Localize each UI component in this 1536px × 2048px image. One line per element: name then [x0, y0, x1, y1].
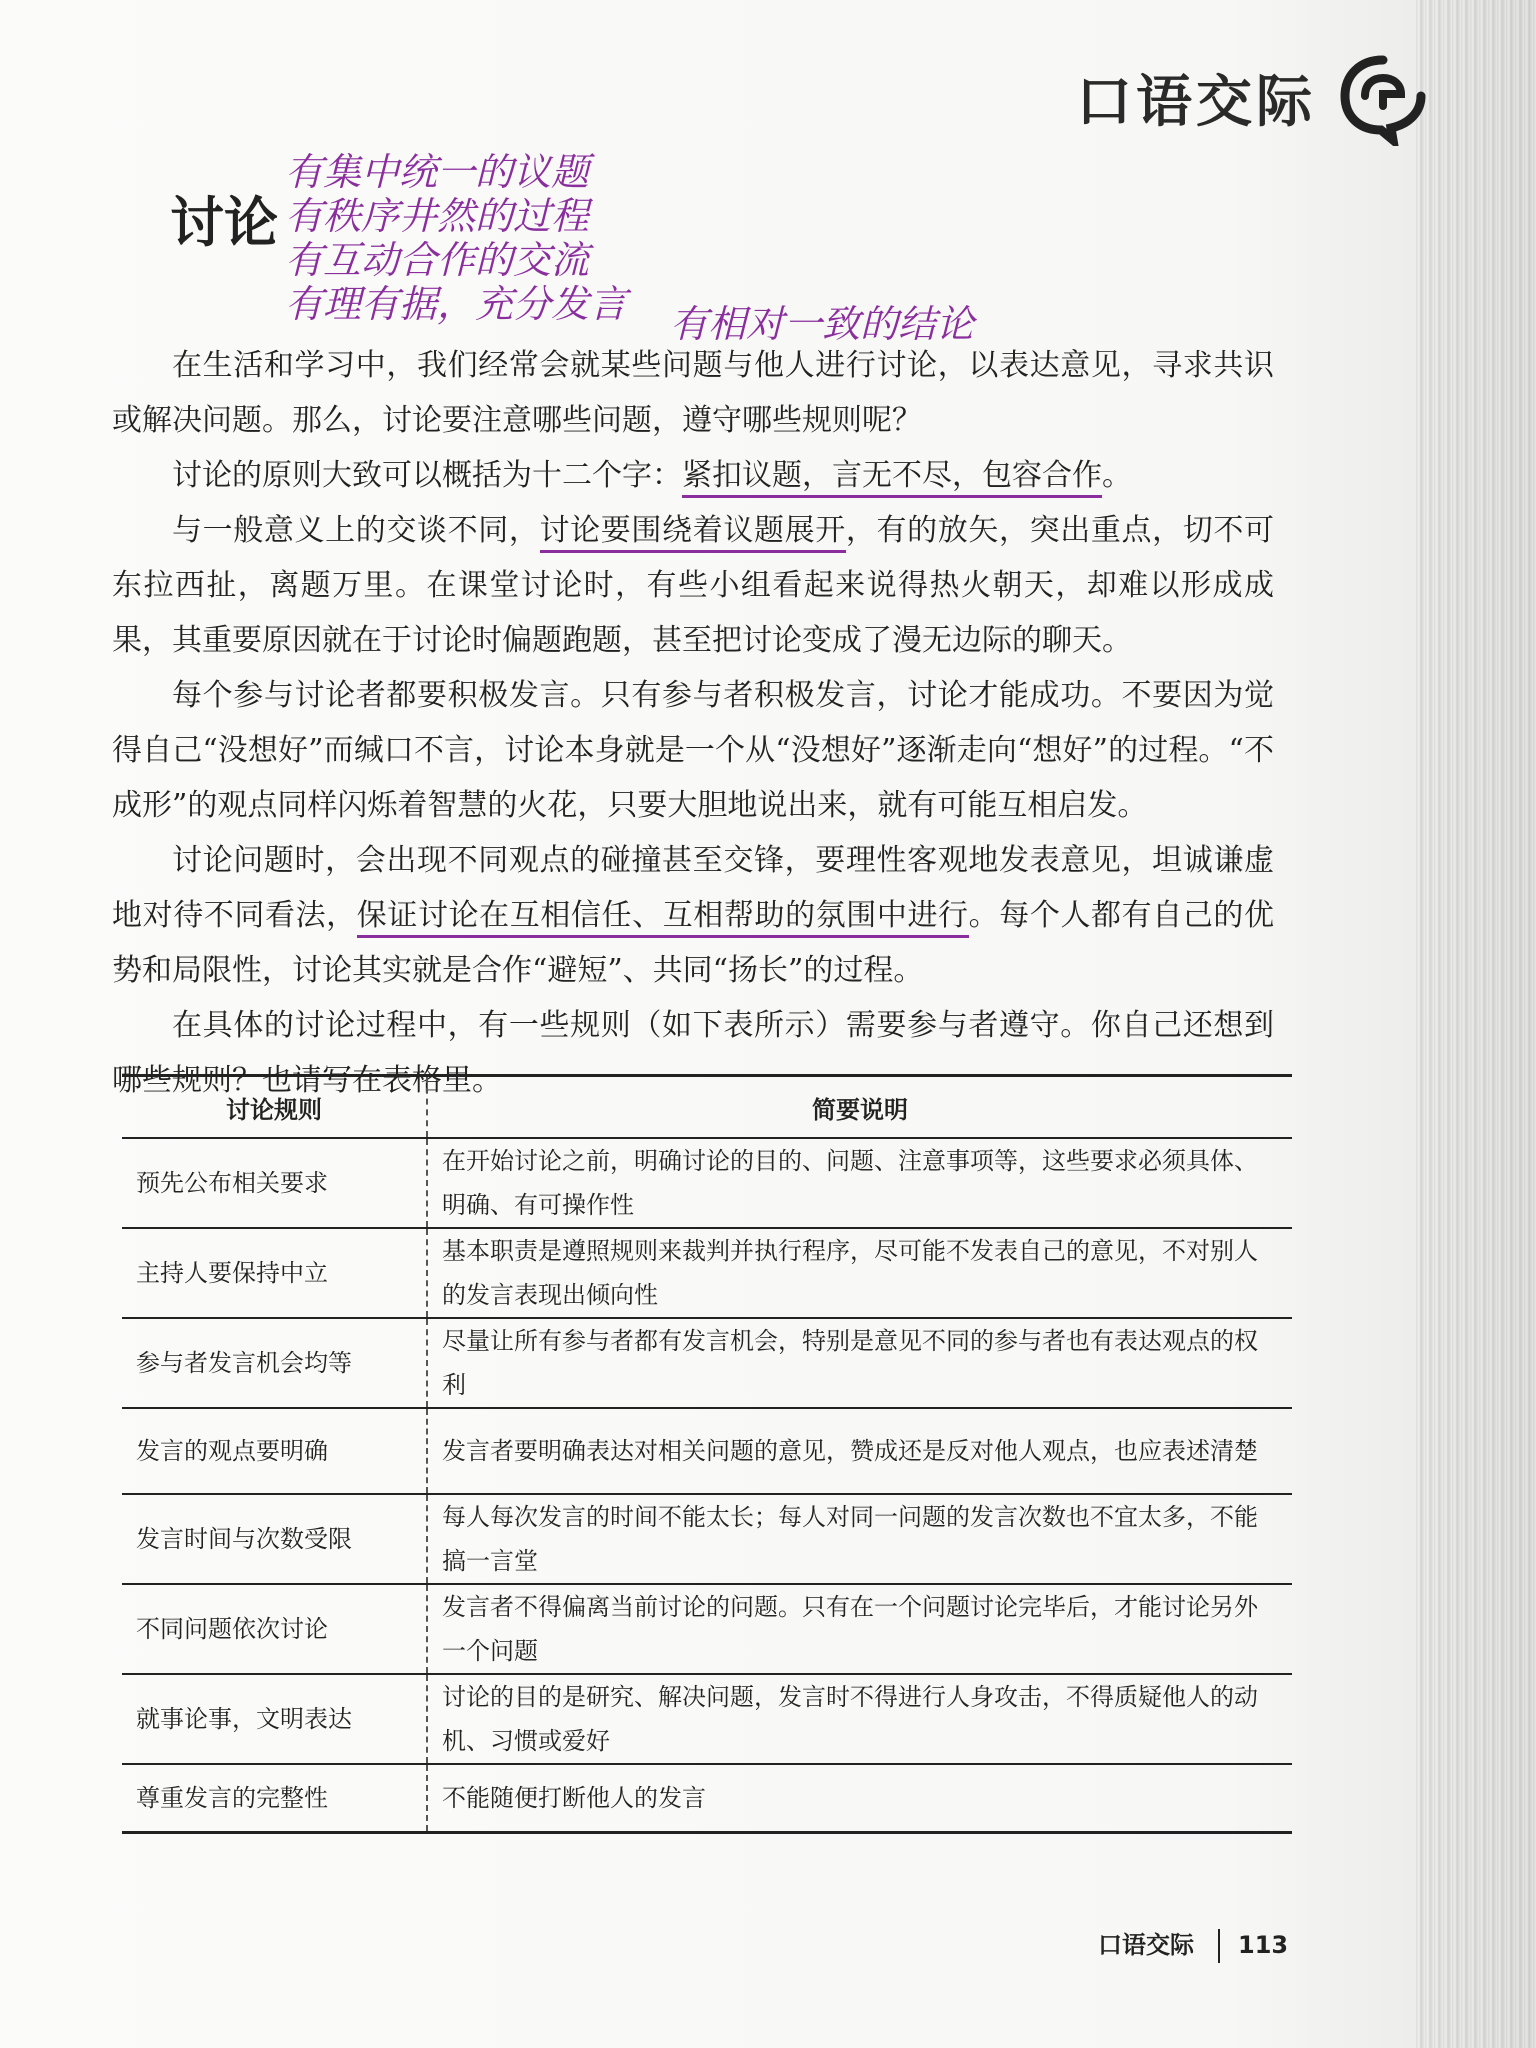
table-header-row	[122, 1076, 1292, 1139]
underlined-principle: 紧扣议题，言无不尽，包容合作	[682, 458, 1102, 498]
underlined-atmosphere: 保证讨论在互相信任、互相帮助的氛围中进行	[357, 898, 969, 938]
paragraph-3-rest: ，有的放矢，突出重点，切不可东拉西扯，离题万里。在课堂讨论时，有些小组看起来说得热火朝天，却难以形成成果，其重要原因就在于讨论时偏题跑题，甚至把讨论变成了漫无边际的聊天。	[112, 513, 1275, 658]
paragraph-6: 在具体的讨论过程中，有一些规则（如下表所示）需要参与者遵守。你自己还想到哪些规则？也请写在表格里。	[112, 1008, 1274, 1098]
footer-label: 口语交际	[1098, 1931, 1194, 1959]
paragraph-5-text: 讨论问题时，会出现不同观点的碰撞甚至交锋，要理性客观地发表意见，坦诚谦虚地对待不同看法，	[112, 843, 1274, 933]
description-cell: 讨论的目的是研究、解决问题，发言时不得进行人身攻击，不得质疑他人的动机、习惯或爱好	[427, 1674, 1292, 1764]
handwritten-note-conclusion: 有相对一致的结论	[670, 302, 975, 346]
paragraph-3	[112, 503, 1274, 668]
handwritten-note: 有理有据，充分发言	[285, 282, 628, 326]
description-cell: 基本职责是遵照规则来裁判并执行程序，尽可能不发表自己的意见，不对别人的发言表现出倾向性	[427, 1228, 1292, 1318]
header-rule: 讨论规则	[122, 1076, 427, 1139]
table-row	[122, 1228, 1292, 1318]
page-edge-shadow	[1416, 0, 1536, 2048]
rule-cell: 预先公布相关要求	[122, 1138, 427, 1228]
table-row	[122, 1494, 1292, 1584]
rules-table	[122, 1074, 1292, 1834]
paragraph-2-end: 。	[1102, 458, 1132, 493]
handwritten-note: 有秩序井然的过程	[285, 194, 590, 238]
rule-cell: 参与者发言机会均等	[122, 1318, 427, 1408]
speech-bubble-icon	[1335, 50, 1431, 146]
rule-cell: 不同问题依次讨论	[122, 1584, 427, 1674]
table-row	[122, 1318, 1292, 1408]
rule-cell: 尊重发言的完整性	[122, 1764, 427, 1833]
paragraph-5-rest: 。每个人都有自己的优势和局限性，讨论其实就是合作“避短”、共同“扬长”的过程。	[112, 898, 1275, 988]
description-cell: 每人每次发言的时间不能太长；每人对同一问题的发言次数也不宜太多，不能搞一言堂	[427, 1494, 1292, 1584]
page-footer	[1098, 1925, 1288, 1963]
description-cell: 发言者要明确表达对相关问题的意见，赞成还是反对他人观点，也应表述清楚	[427, 1408, 1292, 1494]
paragraph-2	[112, 448, 1274, 503]
rule-cell: 主持人要保持中立	[122, 1228, 427, 1318]
page-number: 113	[1238, 1931, 1289, 1959]
section-header: 口语交际	[1076, 70, 1316, 135]
rule-cell: 发言时间与次数受限	[122, 1494, 427, 1584]
paragraph-2-text: 讨论的原则大致可以概括为十二个字：	[172, 458, 682, 493]
paragraph-1: 在生活和学习中，我们经常会就某些问题与他人进行讨论，以表达意见，寻求共识或解决问题。那么，讨论要注意哪些问题，遵守哪些规则呢？	[112, 348, 1274, 438]
paragraph-4: 每个参与讨论者都要积极发言。只有参与者积极发言，讨论才能成功。不要因为觉得自己“没想好”而缄口不言，讨论本身就是一个从“没想好”逐渐走向“想好”的过程。“不成形”的观点同样闪烁着智慧的火花，只要大胆地说出来，就有可能互相启发。	[112, 678, 1274, 823]
table-row	[122, 1584, 1292, 1674]
table-row	[122, 1408, 1292, 1494]
handwritten-notes	[285, 150, 627, 326]
paragraph-5	[112, 833, 1274, 998]
paragraph-3-text: 与一般意义上的交谈不同，	[172, 513, 540, 548]
description-cell: 尽量让所有参与者都有发言机会，特别是意见不同的参与者也有表达观点的权利	[427, 1318, 1292, 1408]
footer-divider	[1218, 1929, 1220, 1963]
table-row	[122, 1764, 1292, 1833]
header-description: 简要说明	[427, 1076, 1292, 1139]
rule-cell: 发言的观点要明确	[122, 1408, 427, 1494]
description-cell: 在开始讨论之前，明确讨论的目的、问题、注意事项等，这些要求必须具体、明确、有可操作性	[427, 1138, 1292, 1228]
table-row	[122, 1674, 1292, 1764]
underlined-topic: 讨论要围绕着议题展开	[540, 513, 846, 553]
description-cell: 不能随便打断他人的发言	[427, 1764, 1292, 1833]
rule-cell: 就事论事，文明表达	[122, 1674, 427, 1764]
handwritten-note: 有互动合作的交流	[285, 238, 590, 282]
description-cell: 发言者不得偏离当前讨论的问题。只有在一个问题讨论完毕后，才能讨论另外一个问题	[427, 1584, 1292, 1674]
table-row	[122, 1138, 1292, 1228]
body-text	[112, 338, 1274, 1108]
handwritten-note: 有集中统一的议题	[285, 150, 590, 194]
page-title: 讨论	[170, 191, 278, 254]
